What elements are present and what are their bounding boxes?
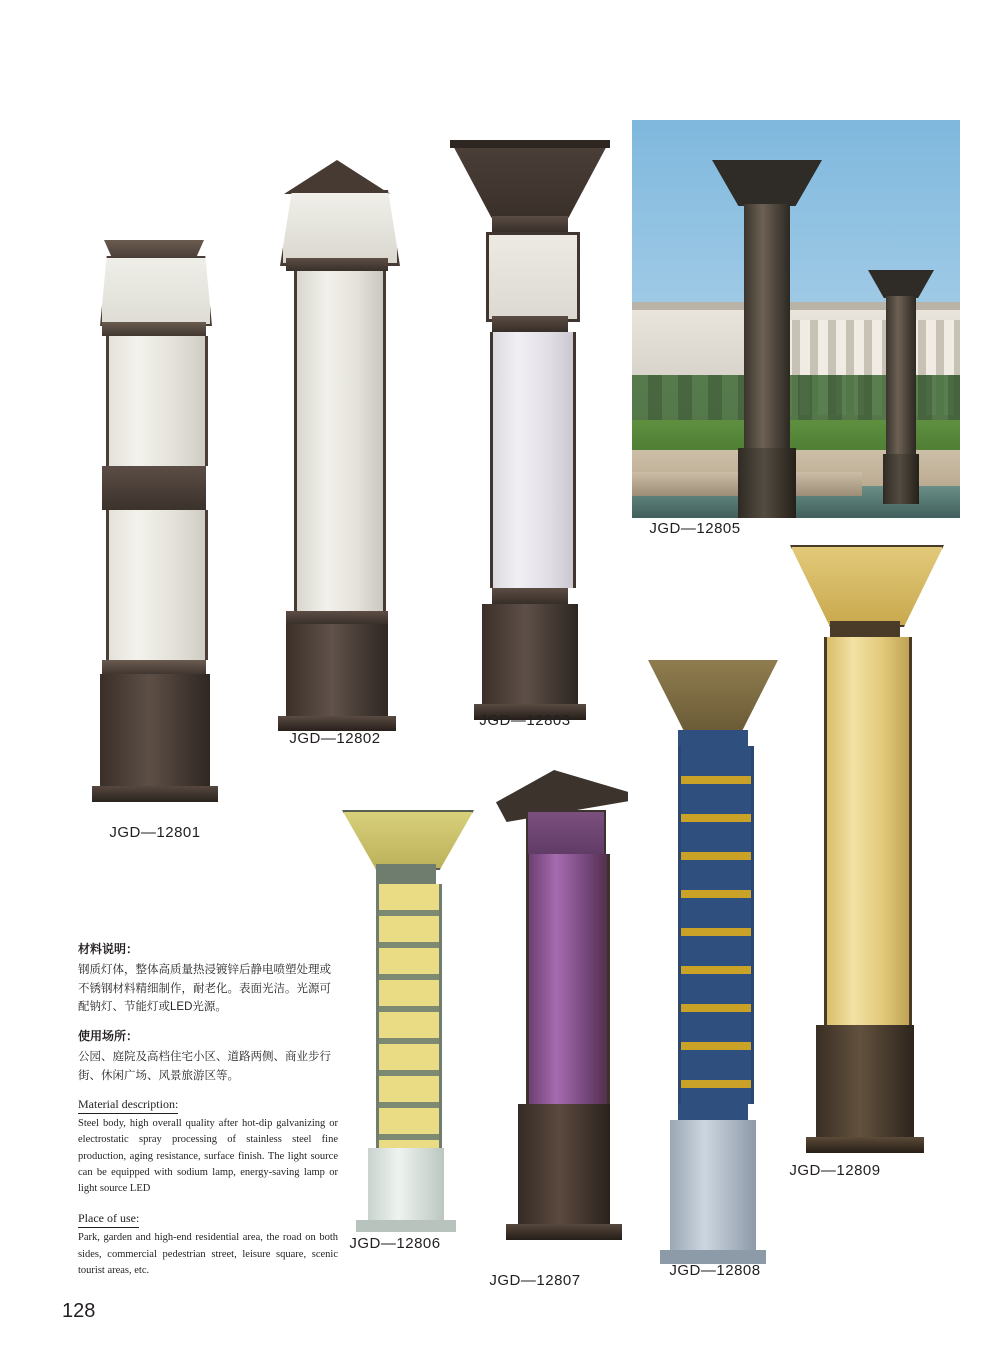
lamp-fan-canopy: [450, 140, 610, 218]
product-jgd-12801: [90, 240, 220, 800]
lamp-band-upper: [678, 730, 748, 746]
page-number: 128: [62, 1300, 96, 1322]
photo-lamp-shaft-small: [886, 296, 916, 456]
product-photo-jgd-12805: [632, 120, 960, 518]
lamp-lantern-head: [486, 232, 580, 322]
lamp-cap: [104, 240, 204, 258]
caption-jgd-12802: JGD—12802: [289, 730, 381, 747]
lamp-panel-upper: [106, 336, 208, 466]
lamp-foot: [278, 716, 396, 731]
lamp-pedestal: [368, 1148, 444, 1220]
cn-use-heading: 使用场所：: [78, 1028, 139, 1043]
lamp-band-lower: [678, 1104, 748, 1120]
en-use-body: Park, garden and high-end residential area, the road on both sides, commercial pedestrian street, leisure square, scenic tourist areas, etc.: [78, 1232, 338, 1276]
en-use-heading: Place of use:: [78, 1211, 139, 1228]
lamp-fan-canopy: [648, 660, 778, 732]
lamp-canopy-rim: [450, 140, 610, 148]
lamp-lantern-head: [100, 256, 212, 326]
caption-jgd-12807: JGD—12807: [489, 1272, 581, 1289]
lamp-foot: [356, 1220, 456, 1232]
lamp-shaft: [294, 271, 386, 611]
lamp-neck: [376, 864, 436, 884]
caption-jgd-12809: JGD—12809: [789, 1162, 881, 1179]
lamp-fan-canopy: [790, 545, 944, 627]
lamp-band-lower: [492, 588, 568, 604]
lamp-roof: [284, 160, 390, 194]
lamp-foot: [806, 1137, 924, 1153]
lamp-collar-lower: [286, 611, 388, 624]
cn-material-body: 钢质灯体，整体高质量热浸镀锌后静电喷塑处理或不锈钢材料精细制作，耐老化。表面光洁。光源可配钠灯、节能灯或LED光源。: [78, 964, 331, 1014]
lamp-collar: [286, 258, 388, 271]
caption-jgd-12806: JGD—12806: [349, 1235, 441, 1252]
product-jgd-12807: [492, 770, 632, 1250]
lamp-shaft: [824, 637, 912, 1025]
photo-lamp-background: [884, 270, 918, 490]
photo-lamp-foreground: [740, 160, 794, 490]
caption-jgd-12801: JGD—12801: [109, 824, 201, 841]
lamp-foot: [92, 786, 218, 802]
lamp-pedestal: [816, 1025, 914, 1137]
lamp-band-lower: [102, 660, 206, 674]
lamp-panel-lower: [106, 510, 208, 660]
lamp-pedestal: [670, 1120, 756, 1250]
lamp-shaft: [678, 746, 754, 1104]
lamp-neck: [492, 216, 568, 232]
photo-lamp-shaft: [744, 204, 790, 450]
product-jgd-12806: [342, 810, 470, 1240]
lamp-pedestal: [518, 1104, 610, 1224]
lamp-foot: [506, 1224, 622, 1240]
lamp-band: [492, 316, 568, 332]
lamp-lantern-head: [280, 190, 400, 266]
lamp-shaft: [526, 854, 610, 1104]
photo-lamp-base-small: [883, 454, 919, 504]
product-jgd-12803: [450, 140, 610, 720]
caption-jgd-12803: JGD—12803: [479, 712, 571, 729]
lamp-lantern-head: [526, 810, 606, 860]
specification-text-block: [78, 940, 338, 1291]
lamp-shaft: [376, 884, 442, 1148]
lamp-neck: [830, 621, 900, 637]
photo-lamp-base: [738, 448, 796, 518]
caption-jgd-12808: JGD—12808: [669, 1262, 761, 1279]
en-material-body: Steel body, high overall quality after hot-dip galvanizing or electrostatic spray processing of stainless steel fine production, aging resistance, surface finish. The light source can be equipped with sodium lamp, energy-saving lamp or light source LED: [78, 1118, 338, 1195]
lamp-fan-canopy: [342, 810, 474, 870]
cn-material-heading: 材料说明：: [78, 942, 139, 956]
cn-use-body: 公园、庭院及高档住宅小区、道路两侧、商业步行街、休闲广场、风景旅游区等。: [78, 1050, 331, 1082]
caption-jgd-12805: JGD—12805: [649, 520, 741, 537]
lamp-pedestal: [482, 604, 578, 709]
product-jgd-12809: [790, 545, 940, 1165]
lamp-band-upper: [102, 322, 206, 336]
lamp-pedestal: [286, 624, 388, 716]
en-material-heading: Material description:: [78, 1097, 178, 1114]
product-jgd-12802: [262, 160, 412, 735]
lamp-pedestal: [100, 674, 210, 792]
lamp-band-middle: [102, 466, 206, 510]
lamp-shaft: [490, 332, 576, 588]
